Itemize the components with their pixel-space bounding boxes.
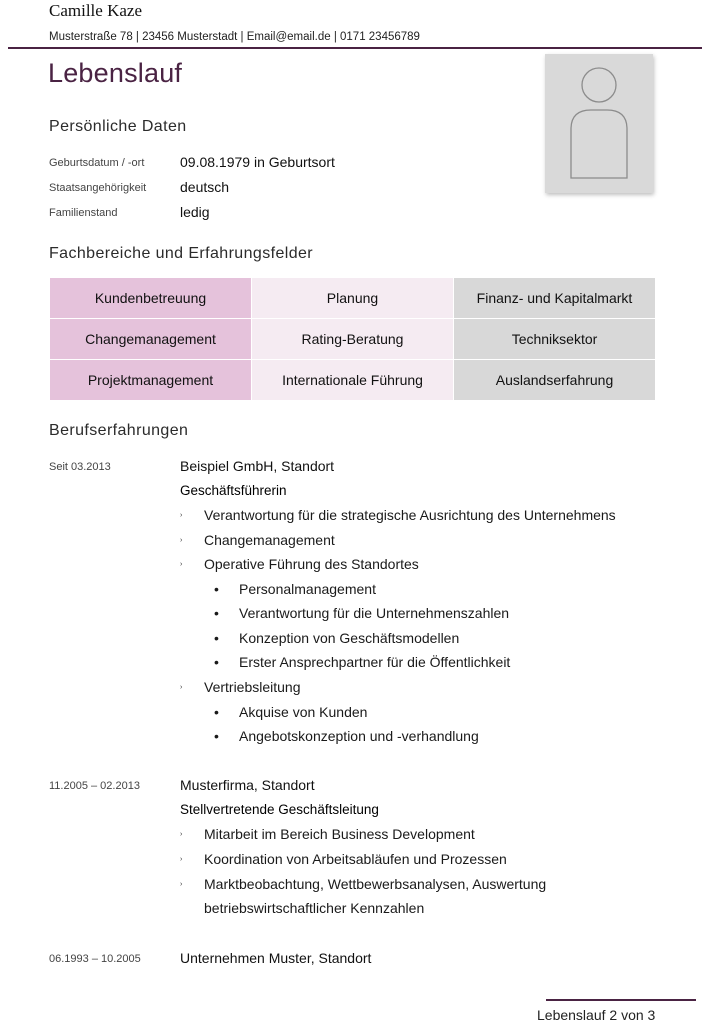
list-item: › Changemanagement (180, 532, 335, 548)
nationality-label: Staatsangehörigkeit (49, 182, 147, 194)
job-date: 11.2005 – 02.2013 (49, 780, 140, 792)
list-item: › Vertriebsleitung (180, 679, 301, 695)
list-item: › Verantwortung für die strategische Ausrichtung des Unternehmens (180, 507, 616, 523)
list-item: • Angebotskonzeption und -verhandlung (214, 728, 479, 744)
list-item: • Erster Ansprechpartner für die Öffentlichkeit (214, 654, 511, 670)
skill-cell: Auslandserfahrung (454, 360, 655, 400)
list-item: • Personalmanagement (214, 581, 376, 597)
birth-label: Geburtsdatum / -ort (49, 157, 145, 169)
section-fields-heading: Fachbereiche und Erfahrungsfelder (49, 245, 314, 262)
skill-cell: Rating-Beratung (252, 319, 453, 359)
list-item: › Mitarbeit im Bereich Business Development (180, 826, 475, 842)
section-personal-heading: Persönliche Daten (49, 118, 187, 135)
list-item: › Operative Führung des Standortes (180, 556, 419, 572)
skill-cell: Finanz- und Kapitalmarkt (454, 278, 655, 318)
job-role: Geschäftsführerin (180, 483, 287, 498)
bullet-dot-icon: • (214, 581, 219, 597)
job-role: Stellvertretende Geschäftsleitung (180, 802, 379, 817)
marital-status-label: Familienstand (49, 207, 118, 219)
page-number: Lebenslauf 2 von 3 (537, 1007, 656, 1023)
marital-status-value: ledig (180, 204, 210, 220)
bullet-arrow-icon: › (180, 856, 183, 863)
nationality-value: deutsch (180, 179, 230, 195)
contact-line: Musterstraße 78 | 23456 Musterstadt | Email@email.de | 0171 23456789 (49, 31, 420, 43)
bullet-arrow-icon: › (180, 881, 183, 888)
birth-value: 09.08.1979 in Geburtsort (180, 154, 335, 170)
job-date: 06.1993 – 10.2005 (49, 953, 141, 965)
person-placeholder-icon (545, 54, 653, 193)
skill-cell: Techniksektor (454, 319, 655, 359)
header-divider (8, 47, 702, 49)
skill-cell: Kundenbetreuung (50, 278, 251, 318)
list-item: › Marktbeobachtung, Wettbewerbsanalysen, Auswertung (180, 876, 547, 892)
list-item: • Akquise von Kunden (214, 704, 368, 720)
skills-grid (50, 278, 655, 401)
list-item: • Verantwortung für die Unternehmenszahlen (214, 605, 510, 621)
bullet-dot-icon: • (214, 728, 219, 744)
bullet-arrow-icon: › (180, 537, 183, 544)
list-item-continuation: betriebswirtschaftlicher Kennzahlen (204, 900, 425, 916)
bullet-dot-icon: • (214, 605, 219, 621)
photo-placeholder (545, 54, 653, 193)
bullet-arrow-icon: › (180, 831, 183, 838)
bullet-dot-icon: • (214, 654, 219, 670)
bullet-arrow-icon: › (180, 561, 183, 568)
section-experience-heading: Berufserfahrungen (49, 422, 189, 439)
bullet-dot-icon: • (214, 630, 219, 646)
list-item: • Konzeption von Geschäftsmodellen (214, 630, 460, 646)
applicant-name: Camille Kaze (49, 1, 142, 20)
job-company: Unternehmen Muster, Standort (180, 950, 372, 966)
skill-cell: Projektmanagement (50, 360, 251, 400)
job-company: Musterfirma, Standort (180, 777, 315, 793)
skill-cell: Changemanagement (50, 319, 251, 359)
list-item: › Koordination von Arbeitsabläufen und Prozessen (180, 851, 507, 867)
bullet-dot-icon: • (214, 704, 219, 720)
page-title: Lebenslauf (48, 58, 183, 88)
skill-cell: Planung (252, 278, 453, 318)
job-date: Seit 03.2013 (49, 461, 111, 473)
bullet-arrow-icon: › (180, 684, 183, 691)
footer-divider (546, 999, 696, 1001)
bullet-arrow-icon: › (180, 512, 183, 519)
skill-cell: Internationale Führung (252, 360, 453, 400)
job-company: Beispiel GmbH, Standort (180, 458, 335, 474)
